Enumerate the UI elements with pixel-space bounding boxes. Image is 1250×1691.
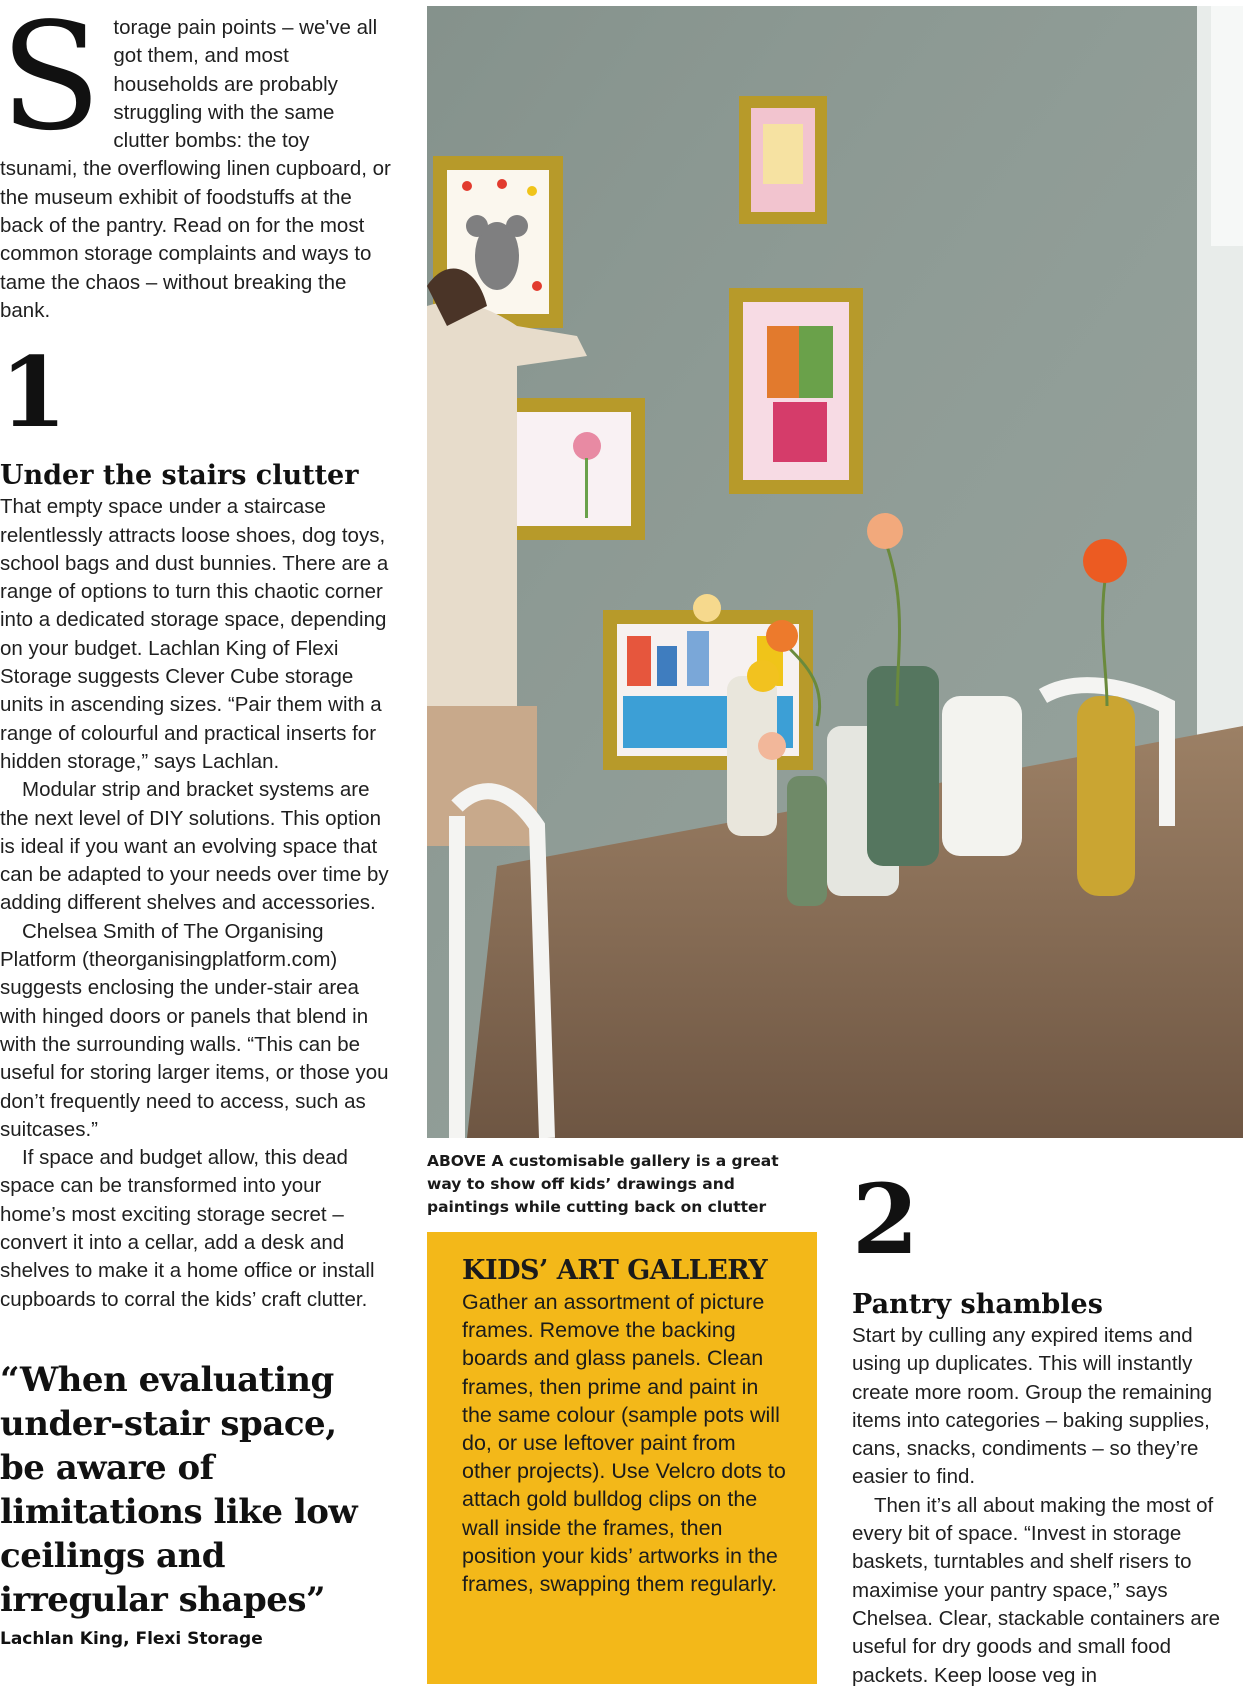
- section-heading-1: Under the stairs clutter: [0, 460, 359, 492]
- intro-paragraph: [0, 0, 392, 325]
- drop-cap: S: [0, 0, 102, 163]
- section-1-paragraph: If space and budget allow, this dead space can be transformed into your home’s most exciting storage secret – convert it into a cellar, add a desk and shelves to make it a home office or install cupboards to corral the kids’ craft clutter.: [0, 1146, 375, 1311]
- section-2-body: [852, 1322, 1247, 1690]
- section-heading-2: Pantry shambles: [852, 1289, 1103, 1320]
- section-number-1: 1: [0, 336, 65, 450]
- intro-text: torage pain points – we've all got them, and most households are probably struggling with the same clutter bombs: the toy tsunami, the overflowing linen cupboard, or the museum exhibit of foodstuffs at the back of the pantry. Read on for the most common storage complaints and ways to tame the chaos – without breaking the bank.: [0, 16, 391, 322]
- section-1-paragraph: That empty space under a staircase relentlessly attracts loose shoes, dog toys, school bags and dust bunnies. There are a range of options to turn this chaotic corner into a dedicated storage space, depending on your budget. Lachlan King of Flexi Storage suggests Clever Cube storage units in ascending sizes. “Pair them with a range of colourful and practical inserts for hidden storage,” says Lachlan.: [0, 495, 389, 773]
- section-2-paragraph: Start by culling any expired items and using up duplicates. This will instantly create more room. Group the remaining items into categories – baking supplies, cans, snacks, condiments – so they’re easier to find.: [852, 1324, 1213, 1489]
- gallery-photo-illustration: [427, 6, 1243, 1138]
- section-2-paragraph: Then it’s all about making the most of every bit of space. “Invest in storage baskets, turntables and shelf risers to maximise your pantry space,” says Chelsea. Clear, stackable containers are useful for dry goods and small food packets. Keep loose veg in: [852, 1493, 1221, 1687]
- right-column: [852, 1163, 1247, 1690]
- pull-quote: “When evaluating under-stair space, be aware of limitations like low ceilings and irregular shapes”: [0, 1359, 358, 1620]
- kids-box-title: KIDS’ ART GALLERY: [462, 1255, 768, 1286]
- frame-face: [729, 288, 863, 494]
- kids-art-gallery-box: [427, 1232, 817, 1684]
- photo-caption: ABOVE A customisable gallery is a great way to show off kids’ drawings and paintings while cutting back on clutter: [427, 1152, 779, 1216]
- section-1-body: [0, 493, 392, 1314]
- kids-box-text: Gather an assortment of picture frames. Remove the backing boards and glass panels. Clean frames, then prime and paint in the same colour (sample pots will do, or use leftover paint from other projects). Use Velcro dots to attach gold bulldog clips on the wall inside the frames, then position your kids’ artworks in the frames, swapping them regularly.: [462, 1290, 786, 1597]
- frame-pink: [739, 96, 827, 224]
- section-number-2: 2: [852, 1163, 917, 1276]
- section-1-paragraph: Modular strip and bracket systems are the next level of DIY solutions. This option is ideal if you want an evolving space that can be adapted to your needs over time by adding different shelves and accessories.: [0, 778, 389, 915]
- left-column: [0, 0, 392, 1650]
- gallery-photo: [427, 6, 1243, 1138]
- section-1-paragraph: Chelsea Smith of The Organising Platform (theorganisingplatform.com) suggests enclosing the under-stair area with hinged doors or panels that blend in with the surrounding walls. “This can be useful for storing larger items, or those you don’t frequently need to access, such as suitcases.”: [0, 919, 389, 1141]
- pull-quote-attribution: Lachlan King, Flexi Storage: [0, 1628, 263, 1649]
